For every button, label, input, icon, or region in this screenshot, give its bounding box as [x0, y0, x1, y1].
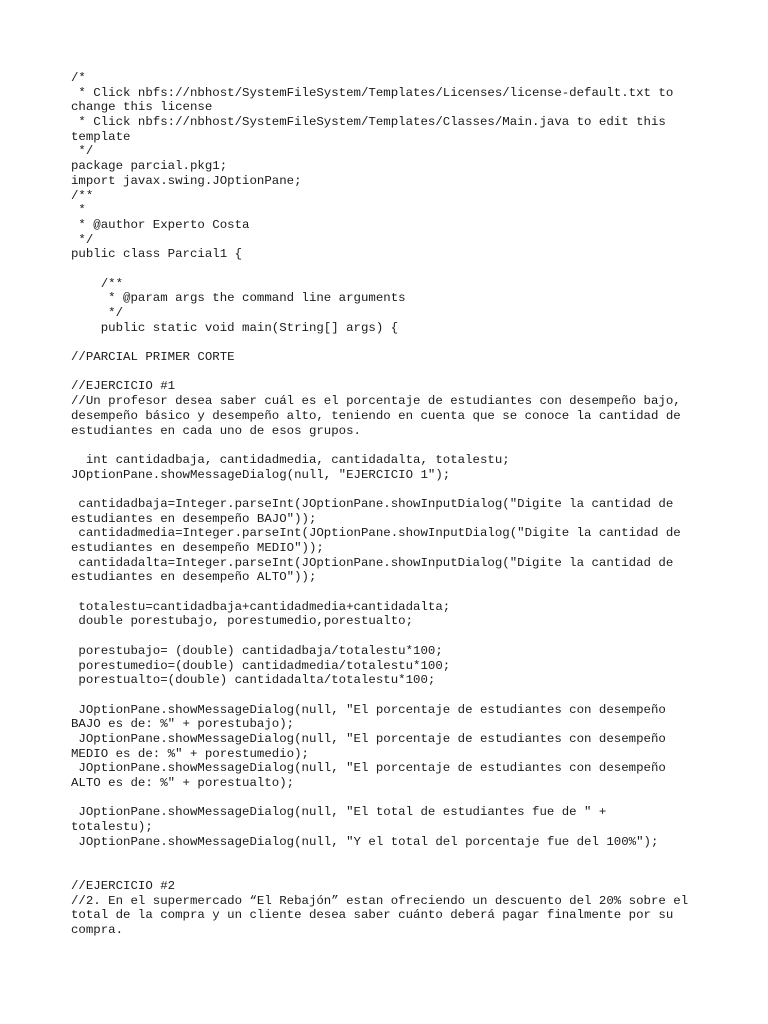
code-line: * — [71, 203, 86, 218]
code-line: //EJERCICIO #2 — [71, 878, 176, 893]
code-line: public class Parcial1 { — [71, 247, 243, 262]
code-line: BAJO es de: %" + porestubajo); — [71, 717, 295, 732]
code-line: /** — [71, 188, 94, 203]
code-line — [71, 629, 711, 644]
code-line: //PARCIAL PRIMER CORTE — [71, 350, 235, 365]
code-line — [71, 864, 711, 879]
code-line: JOptionPane.showMessageDialog(null, "El porcentaje de estudiantes con desempeño — [71, 702, 666, 717]
code-line: cantidadalta=Integer.parseInt(JOptionPane.showInputDialog("Digite la cantidad de — [71, 555, 674, 570]
code-line: compra. — [71, 922, 124, 937]
code-line — [71, 365, 711, 380]
code-line — [71, 262, 711, 277]
code-line: porestubajo= (double) cantidadbaja/totalestu*100; — [71, 643, 443, 658]
code-line: package parcial.pkg1; — [71, 159, 228, 174]
code-line: desempeño básico y desempeño alto, teniendo en cuenta que se conoce la cantidad de — [71, 408, 681, 423]
code-line: estudiantes en desempeño MEDIO")); — [71, 541, 324, 555]
code-line — [71, 585, 711, 600]
code-line: int cantidadbaja, cantidadmedia, cantidadalta, totalestu; — [71, 452, 510, 467]
code-line — [71, 849, 711, 864]
code-line: JOptionPane.showMessageDialog(null, "Y el total del porcentaje fue del 100%"); — [71, 834, 659, 849]
code-line — [71, 335, 711, 350]
code-line: //EJERCICIO #1 — [71, 379, 176, 394]
code-line: JOptionPane.showMessageDialog(null, "El total de estudiantes fue de " + — [71, 805, 607, 820]
code-line: estudiantes en desempeño ALTO")); — [71, 570, 317, 585]
code-line: estudiantes en desempeño BAJO")); — [71, 511, 317, 526]
code-line: total de la compra y un cliente desea saber cuánto deberá pagar finalmente por su — [71, 908, 674, 923]
code-line: change this license — [71, 100, 213, 115]
code-line: import javax.swing.JOptionPane; — [71, 173, 302, 188]
code-line: */ — [71, 144, 94, 159]
code-line: JOptionPane.showMessageDialog(null, "El porcentaje de estudiantes con desempeño — [71, 731, 666, 746]
code-line: totalestu=cantidadbaja+cantidadmedia+cantidadalta; — [71, 599, 451, 614]
code-line — [71, 688, 711, 703]
code-line — [71, 482, 711, 497]
code-line: porestumedio=(double) cantidadmedia/totalestu*100; — [71, 658, 451, 673]
code-line: cantidadmedia=Integer.parseInt(JOptionPane.showInputDialog("Digite la cantidad de — [71, 526, 681, 541]
code-line — [71, 438, 711, 453]
code-text-block — [71, 71, 711, 938]
code-line: template — [71, 129, 131, 144]
code-line: /* — [71, 71, 86, 85]
code-line: double porestubajo, porestumedio,porestualto; — [71, 614, 414, 629]
code-line: estudiantes en cada uno de esos grupos. — [71, 423, 361, 438]
code-line: //Un profesor desea saber cuál es el porcentaje de estudiantes con desempeño bajo, — [71, 394, 681, 409]
code-line: */ — [71, 306, 124, 320]
code-line: JOptionPane.showMessageDialog(null, "El porcentaje de estudiantes con desempeño — [71, 761, 666, 776]
code-line: cantidadbaja=Integer.parseInt(JOptionPane.showInputDialog("Digite la cantidad de — [71, 496, 674, 511]
code-line: public static void main(String[] args) { — [71, 320, 399, 335]
code-line: * @param args the command line arguments — [71, 291, 406, 306]
code-line: porestualto=(double) cantidadalta/totalestu*100; — [71, 673, 436, 688]
code-line: totalestu); — [71, 820, 153, 835]
code-line: JOptionPane.showMessageDialog(null, "EJERCICIO 1"); — [71, 467, 451, 482]
code-line — [71, 791, 711, 806]
code-line: MEDIO es de: %" + porestumedio); — [71, 746, 309, 761]
code-line: * @author Experto Costa — [71, 217, 250, 232]
code-line: ALTO es de: %" + porestualto); — [71, 776, 295, 790]
code-line: /** — [71, 276, 124, 291]
code-line: * Click nbfs://nbhost/SystemFileSystem/Templates/Classes/Main.java to edit this — [71, 115, 666, 130]
code-line: */ — [71, 232, 94, 247]
code-line: //2. En el supermercado “El Rebajón” estan ofreciendo un descuento del 20% sobre el — [71, 893, 689, 908]
code-line: * Click nbfs://nbhost/SystemFileSystem/Templates/Licenses/license-default.txt to — [71, 85, 674, 100]
